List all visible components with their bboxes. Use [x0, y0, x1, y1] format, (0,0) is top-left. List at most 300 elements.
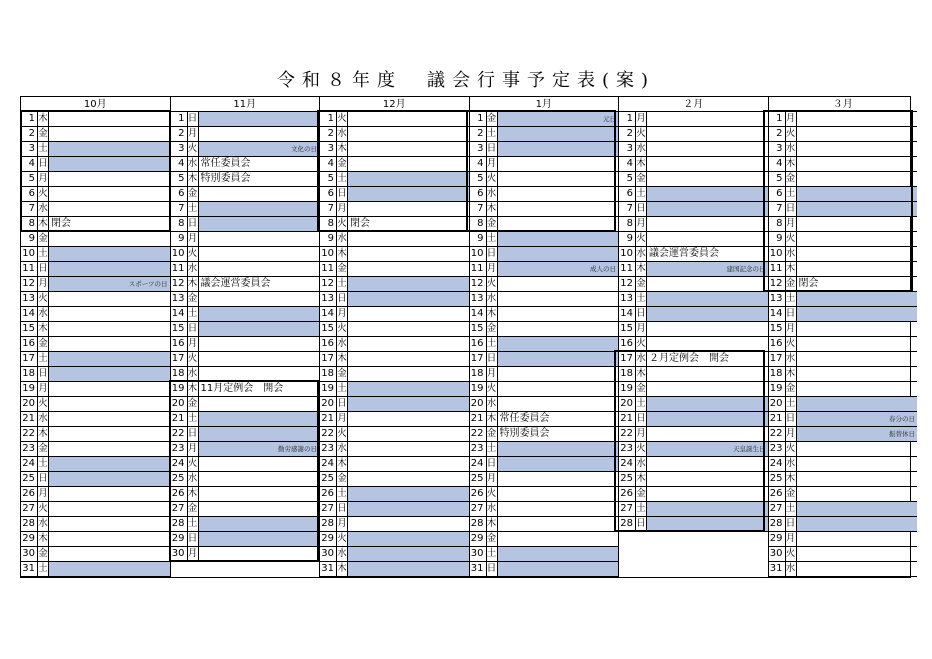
weekday: 日	[38, 473, 48, 484]
day-cell	[797, 547, 918, 561]
day-number: 9	[21, 232, 38, 246]
day-row	[619, 397, 768, 412]
day-cell	[348, 442, 469, 456]
holiday-cell	[348, 292, 469, 306]
day-row	[619, 202, 768, 217]
weekday: 土	[486, 233, 497, 244]
holiday-cell	[348, 187, 469, 201]
day-number: 26	[619, 487, 636, 501]
weekday: 木	[785, 473, 796, 484]
month-header: 1月	[470, 97, 619, 112]
event-label: 閉会	[798, 278, 819, 289]
day-row	[769, 172, 918, 187]
day-cell	[199, 262, 320, 276]
day-row	[470, 547, 619, 562]
day-number: 20	[769, 397, 786, 411]
day-row	[769, 187, 918, 202]
weekday: 水	[785, 248, 796, 259]
day-row	[21, 562, 170, 577]
day-row	[171, 382, 320, 397]
day-number: 28	[21, 517, 38, 531]
day-row	[619, 187, 768, 202]
holiday-cell	[498, 112, 619, 126]
day-cell	[348, 142, 469, 156]
day-row	[21, 532, 170, 547]
day-row	[171, 187, 320, 202]
day-number: 28	[171, 517, 188, 531]
day-row	[171, 112, 320, 127]
weekday: 木	[636, 368, 646, 379]
empty-day-row	[171, 562, 320, 577]
day-number: 25	[320, 472, 337, 486]
day-row	[769, 517, 918, 532]
weekday: 月	[486, 368, 497, 379]
holiday-cell	[647, 307, 768, 321]
holiday-cell	[647, 517, 768, 531]
weekday: 金	[337, 158, 347, 169]
day-row	[769, 142, 918, 157]
weekday: 木	[38, 113, 48, 124]
day-row	[320, 442, 469, 457]
day-row	[769, 277, 918, 292]
day-number: 31	[470, 562, 487, 576]
holiday-cell	[199, 217, 320, 231]
weekday: 月	[636, 113, 646, 124]
day-number: 30	[21, 547, 38, 561]
day-number: 12	[320, 277, 337, 291]
holiday-cell	[647, 502, 768, 516]
day-number: 19	[470, 382, 487, 396]
weekday: 土	[785, 503, 796, 514]
weekday: 土	[187, 518, 198, 529]
day-number: 4	[619, 157, 636, 171]
day-row	[171, 292, 320, 307]
weekday: 金	[636, 488, 646, 499]
day-number: 4	[769, 157, 786, 171]
day-cell	[348, 217, 469, 231]
day-cell	[199, 337, 320, 351]
day-row	[769, 487, 918, 502]
weekday: 金	[486, 113, 497, 124]
day-row	[769, 262, 918, 277]
day-row	[171, 412, 320, 427]
day-number: 17	[21, 352, 38, 366]
day-cell	[199, 292, 320, 306]
weekday: 土	[636, 188, 646, 199]
weekday: 木	[636, 263, 646, 274]
weekday: 金	[486, 428, 497, 439]
holiday-cell	[348, 382, 469, 396]
holiday-cell	[498, 352, 619, 366]
day-number: 24	[320, 457, 337, 471]
day-number: 29	[769, 532, 786, 546]
weekday: 土	[337, 173, 347, 184]
weekday: 月	[187, 548, 198, 559]
holiday-name: 建国記念の日	[726, 265, 766, 273]
weekday: 月	[337, 413, 347, 424]
day-number: 15	[171, 322, 188, 336]
day-row	[320, 112, 469, 127]
day-cell	[797, 232, 918, 246]
weekday: 水	[38, 203, 48, 214]
day-number: 18	[619, 367, 636, 381]
weekday: 土	[187, 413, 198, 424]
day-row	[21, 262, 170, 277]
day-number: 11	[171, 262, 188, 276]
holiday-cell	[348, 172, 469, 186]
weekday: 木	[187, 383, 198, 394]
event-label: 常任委員会	[200, 158, 251, 169]
day-row	[171, 277, 320, 292]
day-row	[769, 307, 918, 322]
day-row	[769, 562, 918, 577]
weekday: 火	[38, 503, 48, 514]
weekday: 水	[486, 503, 497, 514]
day-row	[769, 292, 918, 307]
holiday-cell	[647, 412, 768, 426]
day-number: 8	[320, 217, 337, 231]
weekday: 金	[486, 218, 497, 229]
weekday: 土	[785, 398, 796, 409]
day-number: 15	[769, 322, 786, 336]
weekday: 日	[486, 458, 497, 469]
day-row	[769, 337, 918, 352]
holiday-cell	[199, 442, 320, 456]
day-row	[769, 157, 918, 172]
holiday-cell	[797, 412, 918, 426]
day-number: 29	[21, 532, 38, 546]
holiday-name: 成人の日	[590, 265, 616, 273]
holiday-cell	[49, 457, 170, 471]
day-row	[320, 307, 469, 322]
day-row	[619, 157, 768, 172]
day-cell	[797, 352, 918, 366]
day-number: 19	[320, 382, 337, 396]
day-number: 8	[171, 217, 188, 231]
holiday-name: スポーツの日	[128, 280, 168, 288]
day-row	[769, 412, 918, 427]
day-cell	[49, 322, 170, 336]
weekday: 日	[187, 218, 198, 229]
weekday: 金	[187, 188, 198, 199]
day-cell	[49, 397, 170, 411]
weekday: 土	[785, 188, 796, 199]
weekday: 水	[636, 458, 646, 469]
day-number: 17	[171, 352, 188, 366]
holiday-cell	[348, 532, 469, 546]
day-cell	[498, 307, 619, 321]
holiday-cell	[647, 202, 768, 216]
day-number: 12	[171, 277, 188, 291]
weekday: 月	[785, 428, 796, 439]
day-row	[470, 127, 619, 142]
day-cell	[647, 217, 768, 231]
day-row	[470, 517, 619, 532]
day-number: 2	[619, 127, 636, 141]
day-number: 14	[470, 307, 487, 321]
day-number: 26	[21, 487, 38, 501]
day-cell	[348, 352, 469, 366]
day-row	[320, 247, 469, 262]
day-number: 22	[320, 427, 337, 441]
day-number: 14	[619, 307, 636, 321]
holiday-cell	[199, 307, 320, 321]
day-cell	[348, 232, 469, 246]
weekday: 日	[636, 413, 646, 424]
day-number: 10	[470, 247, 487, 261]
day-number: 21	[470, 412, 487, 426]
weekday: 日	[38, 158, 48, 169]
day-row	[470, 427, 619, 442]
day-cell	[498, 487, 619, 501]
day-number: 20	[470, 397, 487, 411]
weekday: 土	[636, 398, 646, 409]
day-cell	[49, 517, 170, 531]
day-number: 24	[171, 457, 188, 471]
day-row	[320, 472, 469, 487]
day-row	[21, 502, 170, 517]
day-cell	[348, 472, 469, 486]
day-number: 8	[619, 217, 636, 231]
weekday: 月	[187, 338, 198, 349]
day-row	[470, 532, 619, 547]
day-number: 22	[769, 427, 786, 441]
weekday: 火	[785, 548, 796, 559]
month-column-feb	[618, 97, 768, 577]
day-row	[171, 487, 320, 502]
day-row	[320, 262, 469, 277]
weekday: 金	[486, 533, 497, 544]
day-row	[171, 457, 320, 472]
weekday: 土	[486, 443, 497, 454]
weekday: 金	[636, 383, 646, 394]
day-row	[320, 502, 469, 517]
day-number: 7	[470, 202, 487, 216]
day-row	[320, 202, 469, 217]
day-cell	[348, 247, 469, 261]
day-row	[619, 352, 768, 367]
day-number: 25	[21, 472, 38, 486]
day-cell	[498, 172, 619, 186]
page-title: 令和８年度 議会行事予定表(案)	[276, 70, 656, 91]
weekday: 日	[785, 518, 796, 529]
day-row	[21, 517, 170, 532]
day-row	[619, 457, 768, 472]
day-number: 1	[470, 112, 487, 126]
holiday-cell	[647, 397, 768, 411]
day-cell	[199, 247, 320, 261]
weekday: 日	[187, 113, 198, 124]
holiday-cell	[498, 232, 619, 246]
day-number: 11	[619, 262, 636, 276]
holiday-cell	[49, 157, 170, 171]
day-row	[619, 382, 768, 397]
weekday: 水	[38, 413, 48, 424]
day-row	[769, 472, 918, 487]
day-cell	[498, 502, 619, 516]
weekday: 土	[337, 488, 347, 499]
weekday: 火	[337, 218, 347, 229]
day-number: 23	[619, 442, 636, 456]
day-number: 26	[769, 487, 786, 501]
day-row	[769, 382, 918, 397]
month-column-oct	[21, 97, 170, 577]
day-number: 5	[171, 172, 188, 186]
weekday: 火	[486, 488, 497, 499]
weekday: 金	[187, 398, 198, 409]
day-number: 11	[320, 262, 337, 276]
day-cell	[199, 547, 320, 561]
weekday: 土	[337, 383, 347, 394]
day-row	[171, 127, 320, 142]
day-number: 12	[21, 277, 38, 291]
day-cell	[498, 517, 619, 531]
day-cell	[797, 142, 918, 156]
day-number: 14	[769, 307, 786, 321]
weekday: 金	[337, 368, 347, 379]
day-number: 9	[320, 232, 337, 246]
day-number: 21	[21, 412, 38, 426]
day-row	[470, 142, 619, 157]
day-row	[320, 547, 469, 562]
day-row	[21, 112, 170, 127]
day-cell	[647, 232, 768, 246]
day-number: 31	[320, 562, 337, 576]
holiday-cell	[647, 187, 768, 201]
day-number: 27	[769, 502, 786, 516]
weekday: 木	[38, 218, 48, 229]
weekday: 金	[38, 338, 48, 349]
event-label: 常任委員会	[499, 413, 550, 424]
weekday: 水	[187, 158, 198, 169]
day-row	[769, 502, 918, 517]
day-row	[470, 202, 619, 217]
day-number: 27	[171, 502, 188, 516]
day-row	[619, 232, 768, 247]
day-row	[320, 142, 469, 157]
day-number: 28	[320, 517, 337, 531]
day-cell	[199, 232, 320, 246]
day-number: 16	[619, 337, 636, 351]
day-cell	[49, 382, 170, 396]
day-number: 18	[470, 367, 487, 381]
weekday: 木	[486, 518, 497, 529]
day-cell	[647, 472, 768, 486]
day-row	[769, 232, 918, 247]
weekday: 火	[337, 428, 347, 439]
day-cell	[647, 157, 768, 171]
day-number: 1	[769, 112, 786, 126]
day-row	[21, 427, 170, 442]
weekday: 火	[38, 398, 48, 409]
day-number: 11	[769, 262, 786, 276]
day-number: 18	[320, 367, 337, 381]
weekday: 月	[486, 473, 497, 484]
day-row	[619, 172, 768, 187]
holiday-cell	[498, 547, 619, 561]
holiday-cell	[199, 532, 320, 546]
holiday-cell	[797, 292, 918, 306]
day-number: 23	[171, 442, 188, 456]
weekday: 月	[486, 158, 497, 169]
weekday: 日	[486, 563, 497, 574]
weekday: 日	[486, 248, 497, 259]
weekday: 月	[486, 263, 497, 274]
day-cell	[199, 127, 320, 141]
weekday: 火	[187, 143, 198, 154]
weekday: 水	[337, 548, 347, 559]
day-number: 3	[320, 142, 337, 156]
day-number: 16	[21, 337, 38, 351]
weekday: 土	[486, 128, 497, 139]
weekday: 月	[785, 218, 796, 229]
weekday: 月	[38, 488, 48, 499]
day-row	[171, 517, 320, 532]
holiday-cell	[199, 202, 320, 216]
day-row	[320, 172, 469, 187]
weekday: 水	[486, 293, 497, 304]
weekday: 水	[636, 248, 646, 259]
day-row	[21, 277, 170, 292]
weekday: 水	[38, 518, 48, 529]
holiday-cell	[348, 397, 469, 411]
day-number: 28	[769, 517, 786, 531]
day-row	[171, 232, 320, 247]
weekday: 木	[337, 563, 347, 574]
day-row	[470, 352, 619, 367]
weekday: 金	[636, 173, 646, 184]
day-number: 4	[320, 157, 337, 171]
day-number: 26	[470, 487, 487, 501]
day-number: 4	[470, 157, 487, 171]
month-header: 12月	[320, 97, 469, 112]
day-number: 13	[470, 292, 487, 306]
day-row	[619, 277, 768, 292]
weekday: 月	[636, 323, 646, 334]
day-row	[171, 472, 320, 487]
weekday: 日	[187, 533, 198, 544]
day-number: 21	[171, 412, 188, 426]
weekday: 土	[486, 548, 497, 559]
day-row	[21, 397, 170, 412]
holiday-cell	[199, 322, 320, 336]
day-number: 31	[769, 562, 786, 576]
event-label: 11月定例会 開会	[200, 383, 284, 394]
weekday: 水	[187, 473, 198, 484]
day-cell	[348, 322, 469, 336]
day-cell	[797, 532, 918, 546]
holiday-cell	[498, 127, 619, 141]
weekday: 木	[187, 278, 198, 289]
month-header: 10月	[21, 97, 170, 112]
day-row	[21, 472, 170, 487]
day-row	[470, 217, 619, 232]
day-row	[21, 142, 170, 157]
day-number: 29	[171, 532, 188, 546]
month-column-jan	[469, 97, 619, 577]
day-cell	[49, 427, 170, 441]
day-number: 22	[21, 427, 38, 441]
holiday-cell	[348, 562, 469, 576]
day-number: 12	[470, 277, 487, 291]
day-number: 30	[171, 547, 188, 561]
weekday: 水	[785, 353, 796, 364]
weekday: 月	[636, 218, 646, 229]
weekday: 木	[486, 203, 497, 214]
day-cell	[348, 262, 469, 276]
day-cell	[348, 337, 469, 351]
event-label: 議会運営委員会	[200, 278, 271, 289]
